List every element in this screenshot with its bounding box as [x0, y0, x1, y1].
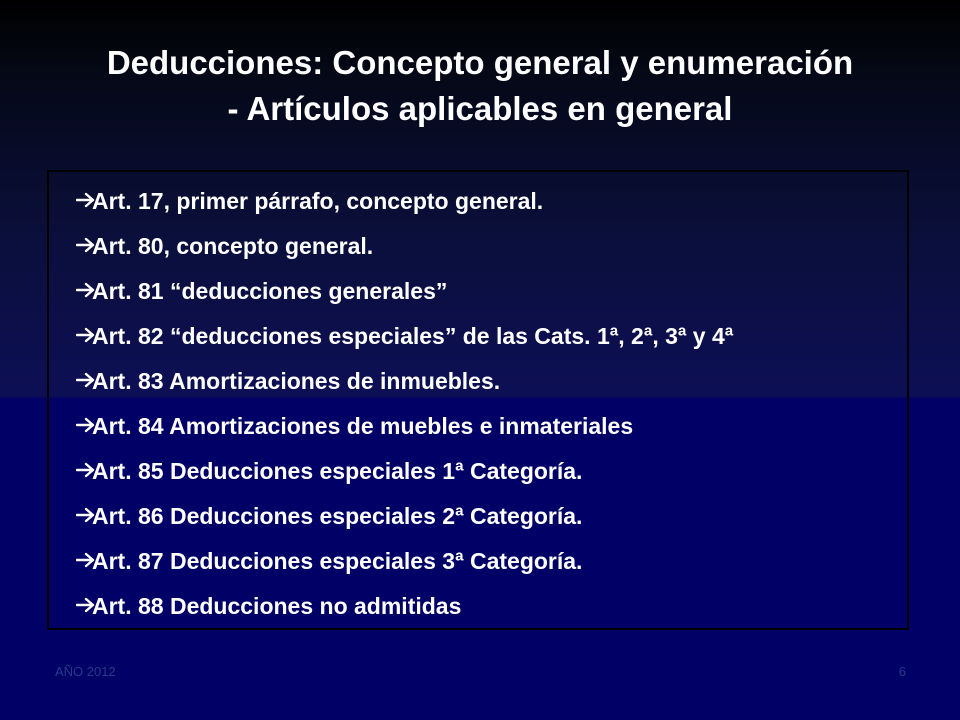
list-item-text: Art. 84 Amortizaciones de muebles e inmateriales	[92, 413, 634, 439]
list-item-text: Art. 17, primer párrafo, concepto general.	[92, 188, 544, 214]
arrow-right-icon	[76, 417, 96, 433]
list-item	[76, 494, 907, 539]
page-number: 6	[898, 664, 906, 679]
list-item-text: Art. 81 “deducciones generales”	[92, 278, 448, 304]
footer-year: AÑO 2012	[55, 664, 116, 679]
list-item-text: Art. 80, concepto general.	[92, 233, 374, 259]
list-item-text: Art. 88 Deducciones no admitidas	[92, 593, 462, 619]
list-item	[76, 314, 907, 359]
list-item	[76, 224, 907, 269]
list-item	[76, 539, 907, 584]
list-item-text: Art. 85 Deducciones especiales 1ª Categoría.	[92, 458, 583, 484]
slide-title-line-1: Deducciones: Concepto general y enumeración	[106, 44, 854, 81]
arrow-right-icon	[76, 237, 96, 253]
arrow-right-icon	[76, 327, 96, 343]
arrow-right-icon	[76, 552, 96, 568]
arrow-right-icon	[76, 282, 96, 298]
list-item	[76, 404, 907, 449]
list-item-text: Art. 87 Deducciones especiales 3ª Categoría.	[92, 548, 583, 574]
slide-title	[40, 40, 920, 132]
list-item-text: Art. 82 “deducciones especiales” de las Cats. 1ª, 2ª, 3ª y 4ª	[92, 323, 734, 349]
arrow-right-icon	[76, 462, 96, 478]
slide-title-line-2: - Artículos aplicables en general	[227, 90, 733, 127]
list-item-text: Art. 83 Amortizaciones de inmuebles.	[92, 368, 501, 394]
arrow-right-icon	[76, 372, 96, 388]
list-item-text: Art. 86 Deducciones especiales 2ª Categoría.	[92, 503, 583, 529]
list-item	[76, 269, 907, 314]
arrow-right-icon	[76, 597, 96, 613]
list-item	[76, 584, 907, 629]
list-item	[76, 449, 907, 494]
list-item	[76, 359, 907, 404]
content-box	[47, 170, 909, 630]
list-item	[76, 179, 907, 224]
arrow-right-icon	[76, 507, 96, 523]
arrow-right-icon	[76, 192, 96, 208]
